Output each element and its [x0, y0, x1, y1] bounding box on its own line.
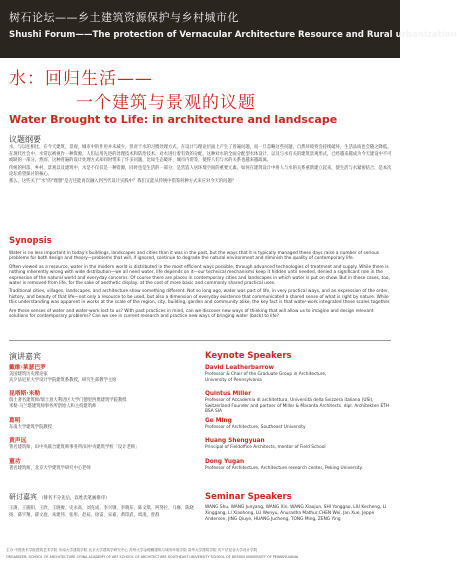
speaker-cn-desc: 东南大学建筑学院教授	[9, 425, 52, 430]
seminar-en-heading: Seminar Speakers	[205, 492, 292, 502]
synopsis-text	[9, 251, 393, 322]
speaker-en-name: Quintus Miller	[205, 391, 252, 397]
speaker-cn	[9, 390, 199, 409]
background-text	[9, 145, 393, 186]
main-title-cn-line1: 水：回归生活——	[9, 69, 153, 89]
speaker-en-desc: Principal of Fieldoffice Architects, mentor of Field School	[205, 445, 326, 450]
speaker-en	[205, 364, 395, 383]
synopsis-heading: Synopsis	[9, 236, 52, 246]
speaker-cn-name: 戴维·莱瑟巴罗	[9, 365, 46, 371]
speaker-cn	[9, 417, 199, 431]
speaker-cn-name: 昆塔斯·米勒	[9, 391, 41, 397]
speaker-en-desc: Professor of Architecture, Architecture research center, Peking University.	[205, 466, 363, 471]
speaker-cn-name: 葛明	[9, 418, 21, 424]
background-paragraph: 传统的村落、乡村、景观以及建筑中，水是不仅仅是一种资源，同时也是生活的一部分，是营造人居环境空间的重要元素。如何在建筑设计中将人与水的关系重新建立起来，使生活与水紧密结合，是本次论坛希望探讨的核心。	[9, 165, 392, 177]
seminar-cn-names: 王澍、王骏阳、王欣、王晓俊、史永高、刘克成、李兴钢、李晓东、陈文琪、阿努拉、马修、陈晓扬、葛宇翔、薛文庭、朱建伟、张彤、赵辰、徐雷、宋嘉、黄印武、周凌、曾群	[9, 506, 194, 518]
seminar-cn-title: 研讨嘉宾	[9, 493, 37, 501]
main-title-en: Water Brought to Life: in architecture and landscape	[9, 113, 338, 126]
organizer-cn: 主办 中国美术学院建筑艺术学院 东南大学建筑学院 北京大学建筑学研究中心 苏州大学金螳螂建筑与城市环境学院 清华大学建筑学院 宾夕法尼亚大学设计学院	[6, 548, 258, 552]
speaker-en	[205, 458, 395, 472]
speaker-cn-desc: 美国建筑历史理论家 宾夕法尼亚大学设计学院建筑系教授，研究生部教学主席	[9, 372, 117, 383]
background-paragraph: 在现代社会中，水常以被视作一种资源，人们运用先进的处理技术和防治技术，对水进行着有效的分配，这种对水的全面分配型水体设计，以及与水有关的建筑景观形式，已经越来越成为今天建设中不可或缺的一部分。然而，这种普遍的设计处理方式却同时带来了许多问题，比如生态破坏、城市内涝等，使得人们与水的关系也越来越疏离。	[9, 152, 392, 164]
speakers-cn-heading: 演讲嘉宾	[9, 352, 41, 361]
speaker-cn	[9, 364, 199, 383]
seminar-cn-subtitle: （排名不分先后，以姓氏笔画排序）	[39, 496, 110, 501]
speaker-cn-desc: 著名建筑师，田中央联合建筑师事务所/田中央建筑学校「设计老师」	[9, 445, 140, 450]
speaker-en	[205, 390, 395, 415]
seminar-en-names: WANG Shu, WANG Junyang, WANG Xin, WANG Xiaojun, SHI Yonggao, LIU Kecheng, LI Xinggang, LI Xiaohong, LU Wenyu, Anuradha Mathur,CHEN Wei, Jan Xue, Jeppe Andersen, JING Qiuye, HUANG Jucheng, TONG Ming, ZENG Ying	[205, 505, 387, 522]
speaker-en-name: Huang Shengyuan	[205, 438, 265, 444]
speaker-en-name: David Leatherbarrow	[205, 365, 274, 371]
speaker-en-desc: Professor of Architecture, Southeast University	[205, 425, 306, 430]
speaker-en	[205, 417, 395, 431]
speaker-en-name: Ge Ming	[205, 418, 232, 424]
seminar-cn-heading	[9, 492, 110, 502]
speaker-en-name: Dong Yugan	[205, 459, 245, 465]
speaker-cn-name: 董功	[9, 459, 21, 465]
speaker-cn-name: 黄声远	[9, 438, 27, 444]
forum-title-cn: 树石论坛——乡土建筑资源保护与乡村城市化	[9, 11, 239, 24]
speaker-cn	[9, 458, 199, 472]
speaker-cn-desc: 著名建筑师，北京大学建筑学研究中心老师	[9, 466, 91, 471]
section-divider	[9, 340, 391, 341]
main-title-cn-line2: 一个建筑与景观的议题	[76, 93, 256, 113]
background-paragraph: 水，与以往相比，在今天建筑、景观、城市中的作用并未减少，但对于水的习惯处理方式，在设计与理论层面上产生了普遍问题，而一旦忽略这些问题，自然环境将会持续破坏，生活品质也会随之降低。	[9, 145, 392, 150]
synopsis-paragraph: Water is no less important in today's buildings, landscapes and cities than it was in the past, but the ways that it is typically managed these days raise a number of serious problems for both design and theory—problems that will, if ignored, continue to degrade the natural environment and diminish the quality of contemporary life.	[9, 251, 379, 262]
speaker-cn-desc: 瑞士著名建筑师/瑞士意大利语区大学门德里西奥建筑学院教授 米勒·马兰塔建筑师事务所创始人和主持建筑师	[9, 398, 127, 409]
speaker-en-desc: Professor & Chair of the Graduate Group in Architecture, University of Pennsylvania	[205, 372, 327, 383]
header-bar	[0, 0, 457, 58]
synopsis-paragraph: Often viewed as a resource, water in the modern world is distributed in the most efficient ways possible, through advanced technologies of treatment and supply. While there is nothing inherently wrong with wide distribution—we all need water, life depends on it—our technical mechanisms keep it hidden until needed, denied a significant role in the expression of the natural world and everyday concerns. Of course there are places in contemporary cities and landscapes in which water is put on show. But in these cases, too, water is removed from life, for the sake of aesthetic display, at the cost of more basic and commonly shared practical uses.	[9, 264, 390, 287]
speaker-en-desc: Professor of Accademia di architettura, Università della Svizzera italiana (USI), Switzerland Founder and partner of Miller & Maranta Architects. dipl. Architekten ETH BSA SIA	[205, 398, 390, 414]
speaker-en	[205, 437, 395, 451]
speaker-cn	[9, 437, 199, 451]
background-paragraph: 那么，这些关于"水"的"理想"是否还能再次融入到当代设计实践中？我们又能从传统中借鉴何种方式来应对今天的问题？	[9, 179, 237, 185]
background-heading: 议题纲要	[9, 135, 41, 144]
organizer-en: ORGANIZER: SCHOOL OF ARCHITECTURE CHINA ACADEMY OF ART SCHOOL OF ARCHITECTURE SOUTHEAST UNIVERSITY SCHOOL OF DESIGN UNIVERSITY OF PENNSYLVANIA	[6, 555, 299, 559]
synopsis-paragraph: Traditional cities, villages, landscapes, and architecture show something different. Not so long ago, water was part of life, in very practical ways, and an expression of the order, history, and beauty of that life—not only a resource to be used, but also a dimension of everyday existence that communicated a shared sense of what is right by nature. While this understanding was apparent in works at the scale of the region, city, building, garden and community alike, the key fact is that water-work integrated these scales together.	[9, 289, 391, 306]
speakers-en-heading: Keynote Speakers	[205, 351, 292, 361]
forum-title-en: Shushi Forum——The protection of Vernacular Architecture Resource and Rural urbanization	[9, 30, 457, 40]
synopsis-paragraph: Are these senses of water and water-work lost to us? With past practices in mind, can we discover new ways of thinking that will allow us to imagine and design relevant solutions for contemporary problems? Can we see in current research and practice new ways of bringing water (back) to life?	[9, 308, 374, 320]
